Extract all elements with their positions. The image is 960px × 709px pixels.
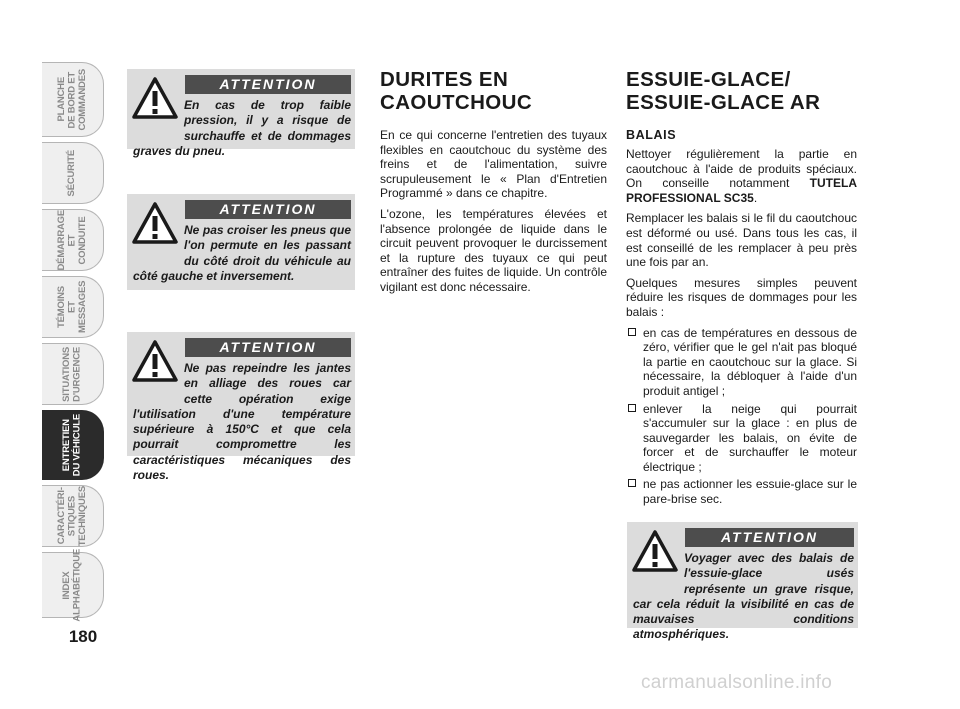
attention-text: Ne pas croiser les pneus que l'on permute en les passant du côté droit du véhicule au côté gauche et inversement. [133, 223, 351, 283]
list-item [626, 326, 857, 399]
attention-heading: ATTENTION [185, 75, 351, 94]
tab-label: TÉMOINS ET MESSAGES [55, 280, 88, 334]
list-item-text: enlever la neige qui pourrait s'accumuler sur la glace : en plus de sauvegarder les balais, on évite de forcer et de surchauffer le moteur électrique ; [643, 401, 857, 474]
section-essuie-glace [626, 68, 857, 510]
paragraph: L'ozone, les températures élevées et l'absence prolongée de liquide dans le circuit peuvent provoquer le durcissement et la rupture des tuyaux ce qui peut entraîner des fuites de liquide. Un contrôle vigilant est donc nécessaire. [380, 206, 607, 294]
text: . [753, 190, 758, 205]
page-number: 180 [68, 627, 98, 646]
title-line: ESSUIE-GLACE AR [626, 91, 821, 114]
advice-list [626, 326, 857, 507]
checkbox-bullet-icon [628, 328, 636, 336]
tab-label: ENTRETIEN DU VÉHICULE [61, 413, 83, 477]
tab-entretien[interactable] [42, 410, 104, 480]
list-item-text: en cas de températures en dessous de zéro, vérifier que le gel n'ait pas bloqué la partie en caoutchouc sur la glace. Si nécessaire, la débloquer à l'aide d'un produit antigel ; [643, 325, 857, 398]
list-item [626, 402, 857, 475]
attention-text: Ne pas repeindre les jantes en alliage des roues car cette opération exige l'utilisation d'une température supérieure à 150°C et que cela pourrait compromettre les caractéristiques mécaniques des roues. [133, 361, 351, 483]
tab-label: SITUATIONS D'URGENCE [61, 346, 83, 402]
tab-securite[interactable] [42, 142, 104, 204]
tab-label: INDEX ALPHABÉTIQUE [61, 548, 83, 622]
tab-index[interactable] [42, 548, 104, 622]
section-title [380, 68, 607, 114]
product-name: TUTELA PROFESSIONAL SC35 [626, 176, 857, 205]
warning-triangle-icon [132, 339, 178, 383]
attention-box-rims [127, 332, 355, 483]
title-line: CAOUTCHOUC [380, 91, 533, 114]
tab-demarrage[interactable] [42, 209, 104, 271]
title-line: ESSUIE-GLACE/ [626, 68, 791, 91]
list-item-text: ne pas actionner les essuie-glace sur le pare-brise sec. [643, 477, 857, 507]
attention-heading: ATTENTION [685, 528, 854, 547]
attention-box-pressure [127, 69, 355, 158]
warning-triangle-icon [132, 76, 178, 120]
section-title [626, 68, 857, 114]
tab-label: CARACTÉRI- STIQUES TECHNIQUES [55, 485, 88, 547]
list-item [626, 477, 857, 506]
attention-heading: ATTENTION [185, 200, 351, 219]
paragraph [626, 147, 857, 205]
tab-situations-urgence[interactable] [42, 343, 104, 405]
tab-label: PLANCHE DE BORD ET COMMANDES [55, 68, 88, 131]
tab-label: DÉMARRAGE ET CONDUITE [55, 209, 88, 271]
attention-box-tires [127, 194, 355, 290]
paragraph: En ce qui concerne l'entretien des tuyaux flexibles en caoutchouc du système des freins et de l'alimentation, suivre scrupuleusement le « Plan d'Entretien Programmé » dans ce chapitre. [380, 128, 607, 201]
attention-box-wipers [627, 522, 858, 642]
attention-text: Voyager avec des balais de l'essuie-glace usés représente un grave risque, car cela réduit la visibilité en cas de mauvaises conditions atmosphériques. [633, 551, 854, 642]
warning-triangle-icon [632, 529, 678, 573]
paragraph: Remplacer les balais si le fil du caoutchouc est déformé ou usé. Dans tous les cas, il est conseillé de les remplacer à peu près une fois par an. [626, 211, 857, 270]
tab-planche-de-bord[interactable] [42, 62, 104, 137]
watermark: carmanualsonline.info [641, 672, 833, 693]
tab-temoins[interactable] [42, 276, 104, 338]
tab-label: SÉCURITÉ [66, 149, 78, 197]
warning-triangle-icon [132, 201, 178, 245]
paragraph: Quelques mesures simples peuvent réduire les risques de dommages pour les balais : [626, 275, 857, 319]
attention-text: En cas de trop faible pression, il y a risque de surchauffe et de dommages graves du pneu. [133, 98, 351, 158]
attention-heading: ATTENTION [185, 338, 351, 357]
subsection-title: BALAIS [626, 128, 677, 142]
checkbox-bullet-icon [628, 479, 636, 487]
checkbox-bullet-icon [628, 404, 636, 412]
section-durites [380, 68, 607, 301]
tab-caracteristiques[interactable] [42, 485, 104, 547]
title-line: DURITES EN [380, 68, 509, 91]
text: Nettoyer régulièrement la partie en caoutchouc à l'aide de produits spéciaux. On conseille notamment [626, 147, 857, 191]
